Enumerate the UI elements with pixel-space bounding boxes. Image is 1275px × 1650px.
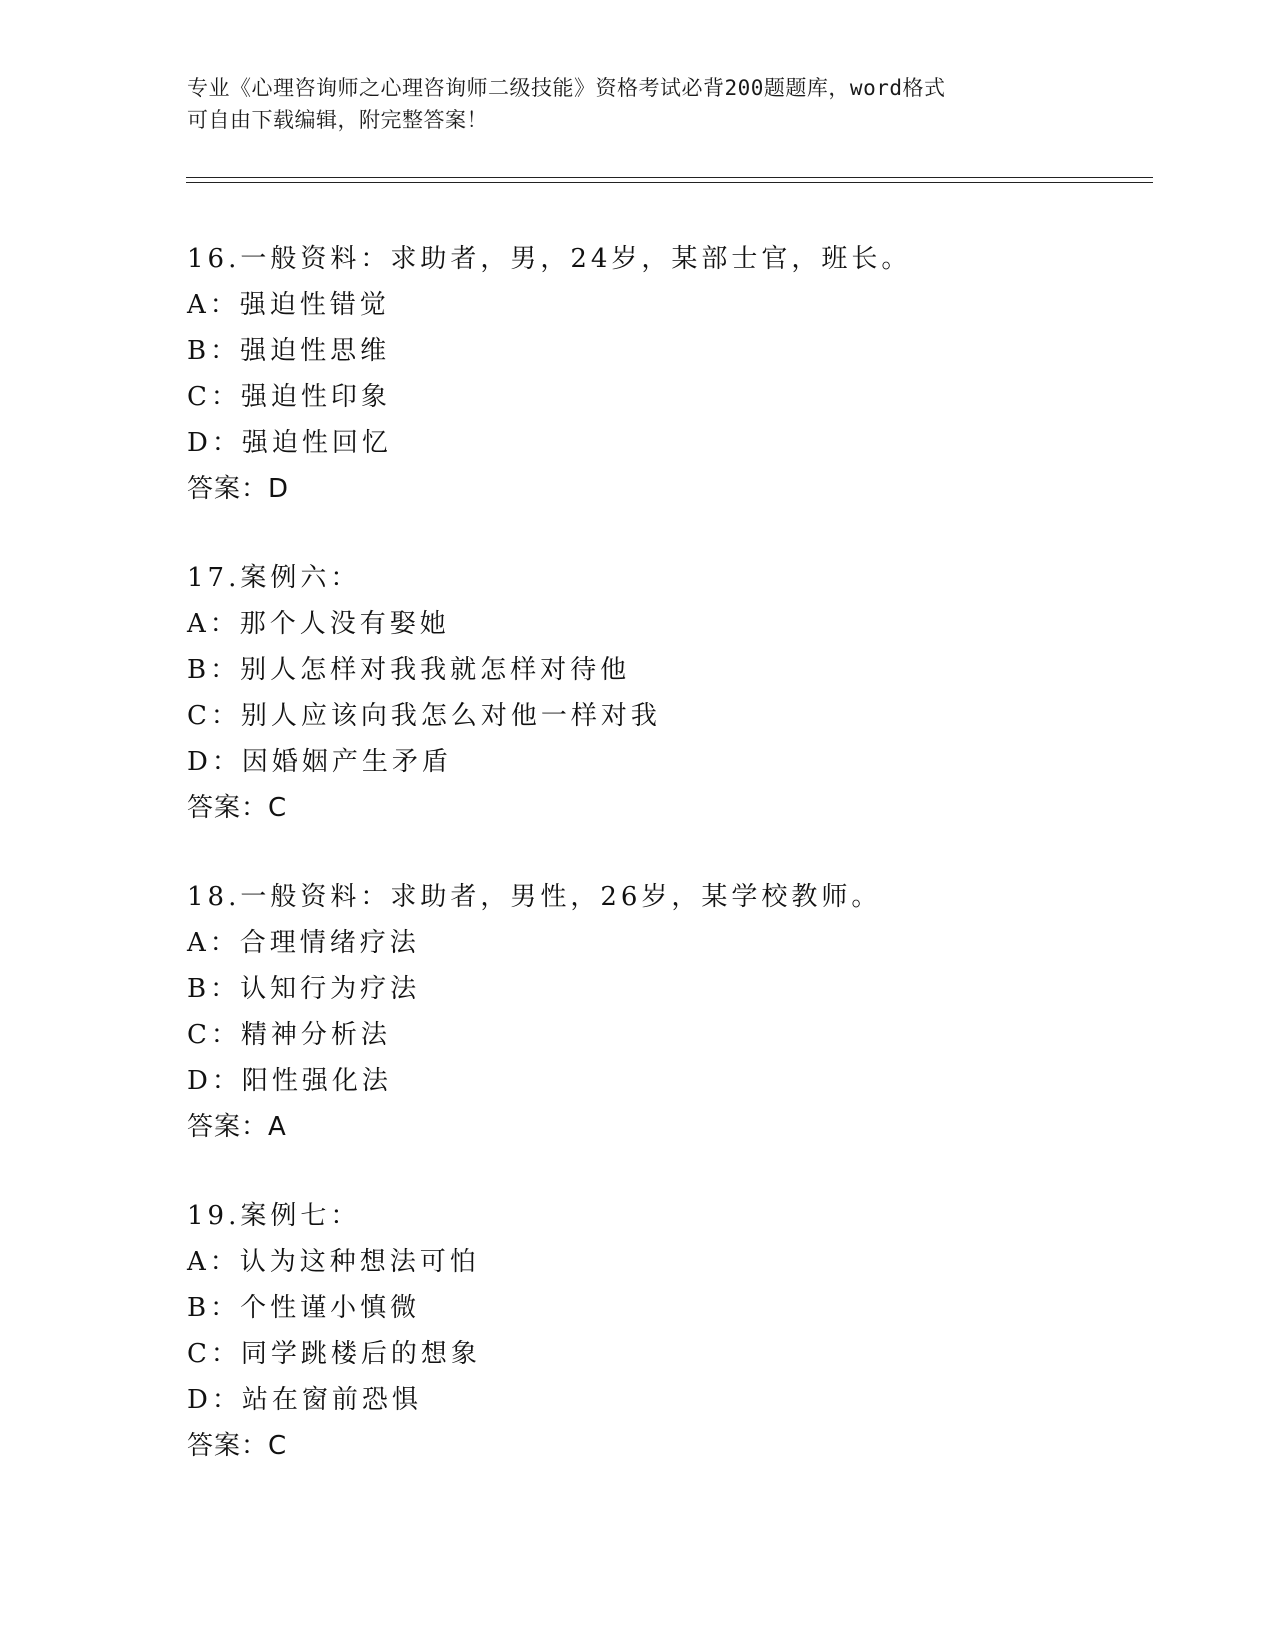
- option-d: D：站在窗前恐惧: [187, 1385, 422, 1415]
- option-a: A：那个人没有娶她: [187, 609, 450, 639]
- header-divider-bottom: [186, 182, 1153, 183]
- answer-label: 答案：C: [187, 1431, 288, 1461]
- answer-label: 答案：D: [187, 474, 290, 504]
- option-c: C：别人应该向我怎么对他一样对我: [187, 701, 661, 731]
- option-b: B：个性谨小慎微: [187, 1293, 421, 1323]
- question-stem: 17.案例六：: [187, 563, 361, 593]
- question-stem: 19.案例七：: [187, 1201, 361, 1231]
- option-d: D：因婚姻产生矛盾: [187, 747, 452, 777]
- option-a: A：认为这种想法可怕: [187, 1247, 480, 1277]
- header-title-line-1: 专业《心理咨询师之心理咨询师二级技能》资格考试必背200题题库，word格式: [187, 76, 946, 100]
- question-19: [187, 1193, 1187, 1469]
- option-b: B：别人怎样对我我就怎样对待他: [187, 655, 631, 685]
- question-list: [187, 236, 1187, 1512]
- answer-label: 答案：C: [187, 793, 288, 823]
- question-stem: 16.一般资料：求助者，男，24岁，某部士官，班长。: [187, 244, 912, 274]
- option-c: C：精神分析法: [187, 1020, 391, 1050]
- option-d: D：强迫性回忆: [187, 428, 392, 458]
- option-b: B：认知行为疗法: [187, 974, 421, 1004]
- question-16: [187, 236, 1187, 512]
- option-b: B：强迫性思维: [187, 336, 391, 366]
- option-c: C：同学跳楼后的想象: [187, 1339, 481, 1369]
- option-a: A：强迫性错觉: [187, 290, 390, 320]
- question-stem: 18.一般资料：求助者，男性，26岁，某学校教师。: [187, 882, 882, 912]
- answer-label: 答案：A: [187, 1112, 287, 1142]
- option-c: C：强迫性印象: [187, 382, 391, 412]
- option-d: D：阳性强化法: [187, 1066, 392, 1096]
- option-a: A：合理情绪疗法: [187, 928, 420, 958]
- document-header: [187, 72, 1087, 136]
- question-18: [187, 874, 1187, 1150]
- header-title-line-2: 可自由下载编辑，附完整答案！: [187, 108, 488, 132]
- question-17: [187, 555, 1187, 831]
- header-divider-top: [186, 177, 1153, 178]
